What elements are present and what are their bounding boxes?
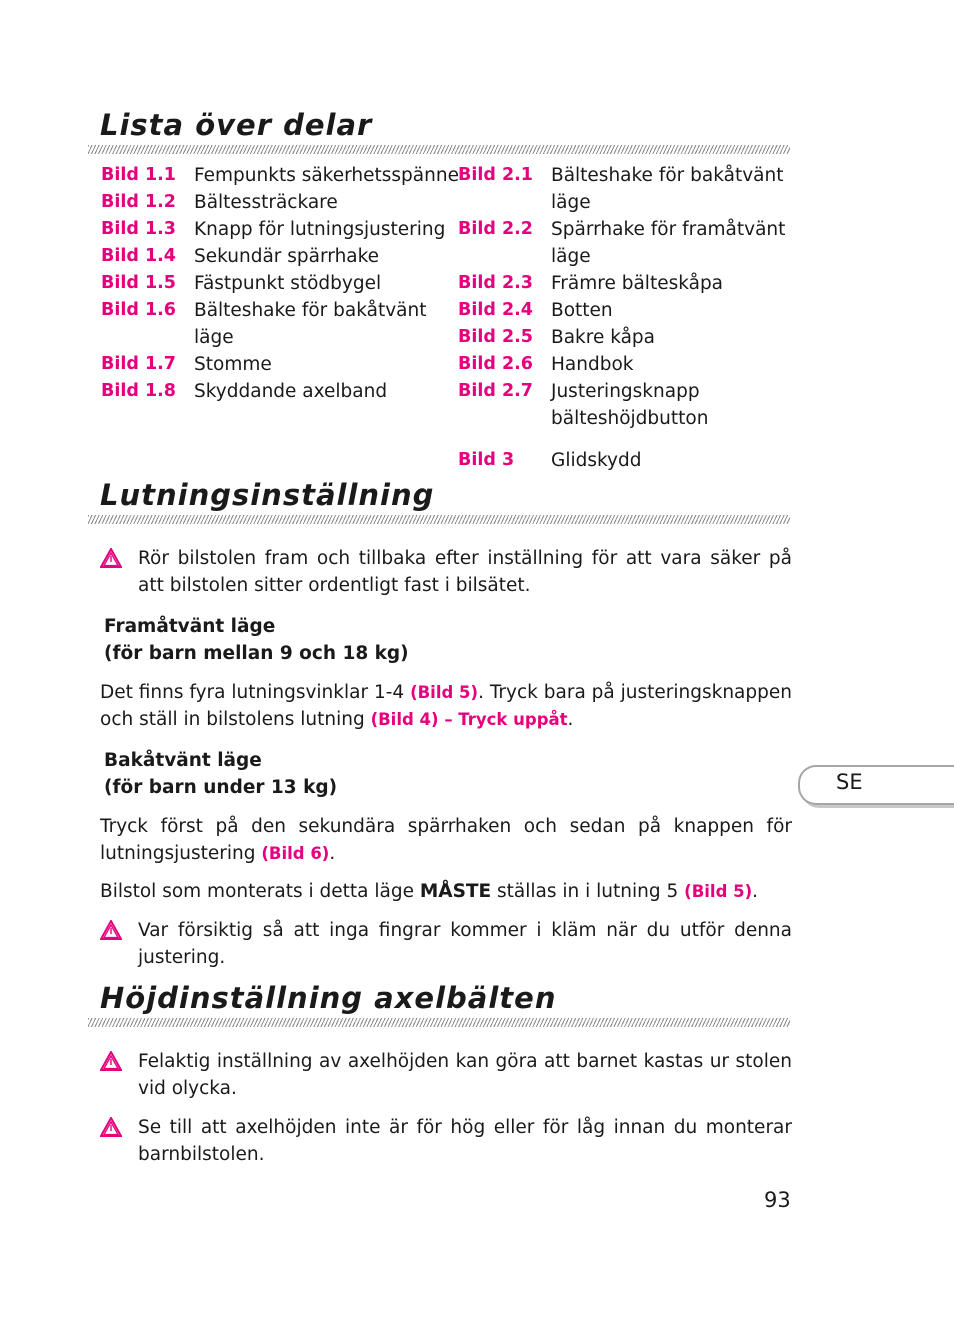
section-title-parts: Lista över delar (100, 108, 373, 142)
part-description: Bakre kåpa (551, 327, 656, 348)
warning-text: Se till att axelhöjden inte är för hög eller för låg innan du monterar barnbilstolen. (138, 1117, 792, 1165)
part-description: läge (551, 192, 591, 213)
part-description: läge (551, 246, 591, 267)
part-ref: Bild 1.5 (101, 273, 176, 293)
subheading-forward-weight: (för barn mellan 9 och 18 kg) (104, 643, 409, 664)
part-ref: Bild 3 (458, 450, 515, 470)
part-ref: Bild 1.6 (101, 300, 176, 320)
part-description: läge (194, 327, 234, 348)
warning-triangle-icon (100, 1051, 122, 1071)
warning-triangle-icon (100, 920, 122, 940)
part-ref: Bild 1.2 (101, 192, 176, 212)
part-description: Bälteshake för bakåtvänt (551, 165, 784, 186)
part-description: bälteshöjdbutton (551, 408, 709, 429)
part-ref: Bild 1.3 (101, 219, 176, 239)
paragraph-rear-must: Bilstol som monterats i detta läge MÅSTE ställas in i lutning 5 (Bild 5). (100, 881, 759, 902)
part-ref: Bild 1.8 (101, 381, 176, 401)
warning-text: Felaktig inställning av axelhöjden kan göra att barnet kastas ur stolen vid olycka. (138, 1051, 792, 1099)
part-description: Bältessträckare (194, 192, 338, 213)
part-description: Bälteshake för bakåtvänt (194, 300, 427, 321)
part-ref: Bild 1.1 (101, 165, 176, 185)
figure-reference: (Bild 6) (261, 844, 330, 863)
part-ref: Bild 2.3 (458, 273, 533, 293)
section-title-recline: Lutningsinställning (100, 478, 435, 512)
part-description: Spärrhake för framåtvänt (551, 219, 786, 240)
figure-reference: (Bild 5) (684, 882, 753, 901)
heading-underline-hatch (88, 515, 790, 524)
page-number: 93 (764, 1188, 791, 1212)
part-ref: Bild 2.2 (458, 219, 533, 239)
part-ref: Bild 2.5 (458, 327, 533, 347)
heading-underline-hatch (88, 145, 790, 154)
subheading-rear-weight: (för barn under 13 kg) (104, 777, 338, 798)
paragraph-rear: Tryck först på den sekundära spärrhaken och sedan på knappen för lutningsjustering (Bild 6). (100, 816, 792, 864)
language-tab-label: SE (836, 770, 863, 794)
warning-triangle-icon (100, 548, 122, 568)
warning-text: Rör bilstolen fram och tillbaka efter inställning för att vara säker på att bilstolen sitter ordentligt fast i bilsätet. (138, 548, 792, 596)
part-description: Glidskydd (551, 450, 642, 471)
part-ref: Bild 1.4 (101, 246, 176, 266)
part-description: Fempunkts säkerhetsspänne (194, 165, 459, 186)
figure-reference: (Bild 4) – Tryck uppåt (370, 710, 568, 729)
part-ref: Bild 2.4 (458, 300, 533, 320)
figure-reference: (Bild 5) (410, 683, 479, 702)
part-description: Handbok (551, 354, 634, 375)
warning-triangle-icon (100, 1117, 122, 1137)
part-description: Stomme (194, 354, 272, 375)
part-ref: Bild 2.1 (458, 165, 533, 185)
part-description: Justeringsknapp (551, 381, 700, 402)
heading-underline-hatch (88, 1018, 790, 1027)
section-title-height: Höjdinställning axelbälten (100, 981, 557, 1015)
part-ref: Bild 2.6 (458, 354, 533, 374)
subheading-forward: Framåtvänt läge (104, 616, 276, 637)
warning-text: Var försiktig så att inga fingrar kommer i kläm när du utför denna justering. (138, 920, 792, 968)
part-ref: Bild 1.7 (101, 354, 176, 374)
language-tab (798, 765, 954, 805)
part-description: Sekundär spärrhake (194, 246, 380, 267)
part-description: Skyddande axelband (194, 381, 388, 402)
part-description: Fästpunkt stödbygel (194, 273, 382, 294)
subheading-rear: Bakåtvänt läge (104, 750, 262, 771)
part-ref: Bild 2.7 (458, 381, 533, 401)
paragraph-forward: Det finns fyra lutningsvinklar 1-4 (Bild 5). Tryck bara på justeringsknappen och ställ in bilstolens lutning (Bild 4) – Tryck uppåt. (100, 682, 792, 730)
part-description: Knapp för lutningsjustering (194, 219, 446, 240)
part-description: Botten (551, 300, 613, 321)
part-description: Främre bälteskåpa (551, 273, 724, 294)
